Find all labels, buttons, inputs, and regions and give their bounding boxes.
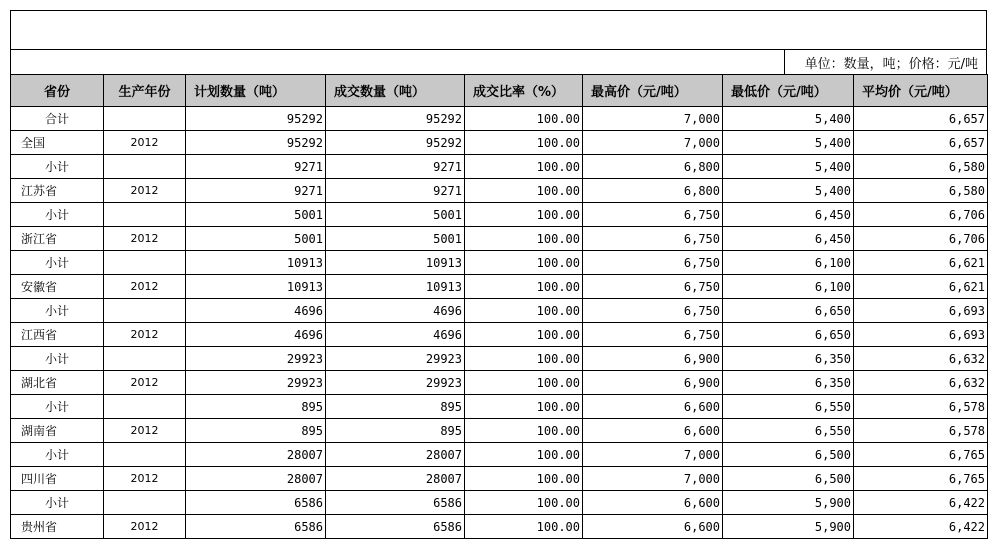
avg-price: 6,580 [854,179,988,203]
subtotal-label: 小计 [11,251,104,275]
deal-quantity: 95292 [326,107,465,131]
plan-quantity: 28007 [186,467,326,491]
min-price: 6,350 [723,347,854,371]
table-row [11,179,988,203]
plan-quantity: 95292 [186,131,326,155]
deal-quantity: 4696 [326,299,465,323]
min-price: 6,500 [723,467,854,491]
deal-quantity: 29923 [326,371,465,395]
deal-ratio: 100.00 [465,419,583,443]
table-row [11,515,988,539]
plan-quantity: 4696 [186,299,326,323]
deal-quantity: 9271 [326,179,465,203]
avg-price: 6,422 [854,515,988,539]
province-name: 四川省 [11,467,104,491]
table-row [11,443,988,467]
production-year [104,251,186,275]
max-price: 6,750 [583,203,723,227]
deal-quantity: 6586 [326,515,465,539]
province-name: 安徽省 [11,275,104,299]
max-price: 6,750 [583,275,723,299]
table-row [11,347,988,371]
deal-quantity: 4696 [326,323,465,347]
max-price: 7,000 [583,107,723,131]
header-row [11,75,988,107]
max-price: 7,000 [583,443,723,467]
subtotal-label: 小计 [11,347,104,371]
deal-quantity: 10913 [326,251,465,275]
subtotal-label: 合计 [11,107,104,131]
min-price: 6,650 [723,323,854,347]
production-year [104,491,186,515]
deal-ratio: 100.00 [465,491,583,515]
max-price: 6,600 [583,515,723,539]
avg-price: 6,657 [854,107,988,131]
transaction-table [10,74,988,539]
province-name: 浙江省 [11,227,104,251]
table-row [11,395,988,419]
province-name: 湖南省 [11,419,104,443]
avg-price: 6,580 [854,155,988,179]
table-row [11,371,988,395]
province-name: 江苏省 [11,179,104,203]
plan-quantity: 895 [186,419,326,443]
plan-quantity: 95292 [186,107,326,131]
max-price: 6,800 [583,179,723,203]
min-price: 5,400 [723,155,854,179]
production-year [104,347,186,371]
avg-price: 6,706 [854,203,988,227]
table-row [11,299,988,323]
avg-price: 6,765 [854,443,988,467]
province-name: 湖北省 [11,371,104,395]
avg-price: 6,422 [854,491,988,515]
plan-quantity: 10913 [186,251,326,275]
avg-price: 6,693 [854,323,988,347]
header-plan-qty: 计划数量（吨） [186,75,326,107]
deal-quantity: 6586 [326,491,465,515]
production-year [104,443,186,467]
table-row [11,323,988,347]
min-price: 5,900 [723,515,854,539]
max-price: 6,600 [583,419,723,443]
production-year: 2012 [104,323,186,347]
subtotal-label: 小计 [11,491,104,515]
plan-quantity: 10913 [186,275,326,299]
deal-quantity: 28007 [326,443,465,467]
plan-quantity: 9271 [186,179,326,203]
production-year [104,299,186,323]
table-row [11,419,988,443]
header-deal-qty: 成交数量（吨） [326,75,465,107]
max-price: 6,900 [583,371,723,395]
deal-ratio: 100.00 [465,203,583,227]
production-year: 2012 [104,419,186,443]
deal-quantity: 9271 [326,155,465,179]
subtotal-label: 小计 [11,203,104,227]
production-year: 2012 [104,179,186,203]
subtotal-label: 小计 [11,155,104,179]
plan-quantity: 28007 [186,443,326,467]
avg-price: 6,632 [854,371,988,395]
plan-quantity: 6586 [186,515,326,539]
deal-quantity: 29923 [326,347,465,371]
avg-price: 6,621 [854,275,988,299]
header-deal-ratio: 成交比率（%） [465,75,583,107]
plan-quantity: 29923 [186,347,326,371]
deal-ratio: 100.00 [465,323,583,347]
deal-ratio: 100.00 [465,131,583,155]
deal-ratio: 100.00 [465,275,583,299]
table-row [11,155,988,179]
deal-ratio: 100.00 [465,251,583,275]
max-price: 7,000 [583,131,723,155]
min-price: 6,550 [723,395,854,419]
deal-ratio: 100.00 [465,155,583,179]
max-price: 6,600 [583,491,723,515]
deal-quantity: 5001 [326,227,465,251]
report-sheet [10,10,987,539]
production-year: 2012 [104,275,186,299]
avg-price: 6,578 [854,419,988,443]
deal-quantity: 895 [326,395,465,419]
header-year: 生产年份 [104,75,186,107]
deal-ratio: 100.00 [465,227,583,251]
max-price: 6,600 [583,395,723,419]
avg-price: 6,693 [854,299,988,323]
deal-quantity: 5001 [326,203,465,227]
plan-quantity: 9271 [186,155,326,179]
production-year [104,155,186,179]
min-price: 6,100 [723,251,854,275]
min-price: 6,450 [723,203,854,227]
deal-ratio: 100.00 [465,443,583,467]
min-price: 6,650 [723,299,854,323]
subtotal-label: 小计 [11,299,104,323]
min-price: 6,450 [723,227,854,251]
max-price: 6,750 [583,227,723,251]
plan-quantity: 29923 [186,371,326,395]
title-row [10,10,987,49]
deal-ratio: 100.00 [465,347,583,371]
table-row [11,491,988,515]
plan-quantity: 6586 [186,491,326,515]
table-row [11,275,988,299]
min-price: 6,350 [723,371,854,395]
max-price: 6,800 [583,155,723,179]
subtotal-label: 小计 [11,395,104,419]
table-row [11,131,988,155]
unit-label: 单位：数量，吨；价格：元/吨 [784,50,978,74]
avg-price: 6,765 [854,467,988,491]
deal-quantity: 895 [326,419,465,443]
plan-quantity: 895 [186,395,326,419]
avg-price: 6,632 [854,347,988,371]
plan-quantity: 5001 [186,227,326,251]
min-price: 5,900 [723,491,854,515]
deal-quantity: 95292 [326,131,465,155]
min-price: 5,400 [723,107,854,131]
max-price: 7,000 [583,467,723,491]
max-price: 6,750 [583,251,723,275]
deal-ratio: 100.00 [465,179,583,203]
avg-price: 6,621 [854,251,988,275]
production-year: 2012 [104,227,186,251]
table-row [11,467,988,491]
max-price: 6,750 [583,299,723,323]
min-price: 6,500 [723,443,854,467]
header-avg-price: 平均价（元/吨） [854,75,988,107]
avg-price: 6,706 [854,227,988,251]
avg-price: 6,578 [854,395,988,419]
deal-ratio: 100.00 [465,467,583,491]
table-row [11,251,988,275]
header-province: 省份 [11,75,104,107]
deal-ratio: 100.00 [465,107,583,131]
production-year [104,107,186,131]
production-year: 2012 [104,131,186,155]
deal-quantity: 28007 [326,467,465,491]
deal-ratio: 100.00 [465,299,583,323]
province-name: 全国 [11,131,104,155]
table-row [11,107,988,131]
deal-quantity: 10913 [326,275,465,299]
table-row [11,203,988,227]
deal-ratio: 100.00 [465,515,583,539]
province-name: 江西省 [11,323,104,347]
production-year: 2012 [104,467,186,491]
deal-ratio: 100.00 [465,395,583,419]
province-name: 贵州省 [11,515,104,539]
max-price: 6,750 [583,323,723,347]
min-price: 5,400 [723,179,854,203]
min-price: 5,400 [723,131,854,155]
production-year: 2012 [104,515,186,539]
subtotal-label: 小计 [11,443,104,467]
unit-row [10,49,987,74]
production-year [104,395,186,419]
production-year [104,203,186,227]
deal-ratio: 100.00 [465,371,583,395]
min-price: 6,550 [723,419,854,443]
plan-quantity: 5001 [186,203,326,227]
min-price: 6,100 [723,275,854,299]
table-row [11,227,988,251]
avg-price: 6,657 [854,131,988,155]
plan-quantity: 4696 [186,323,326,347]
production-year: 2012 [104,371,186,395]
header-min-price: 最低价（元/吨） [723,75,854,107]
max-price: 6,900 [583,347,723,371]
header-max-price: 最高价（元/吨） [583,75,723,107]
